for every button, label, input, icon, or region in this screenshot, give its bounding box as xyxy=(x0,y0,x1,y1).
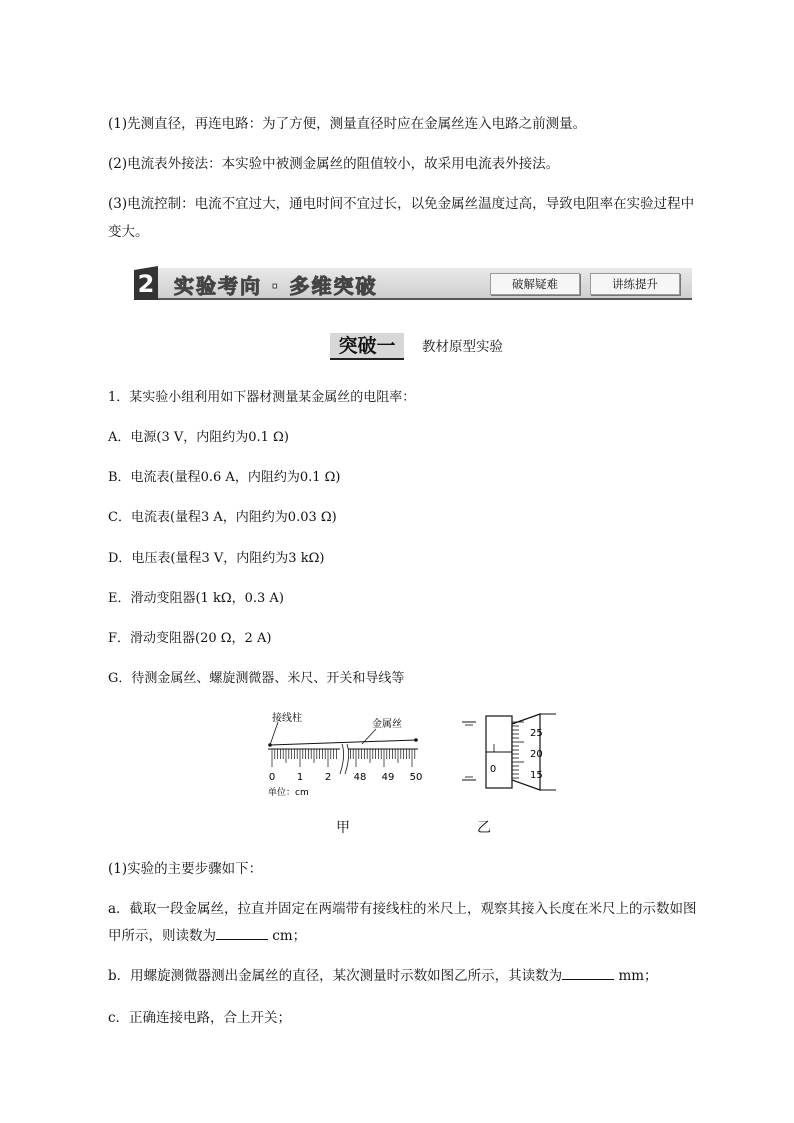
figure-yi-micrometer xyxy=(456,710,566,794)
svg-text:2: 2 xyxy=(324,772,332,783)
svg-text:48: 48 xyxy=(353,772,367,783)
option-d: D．电压表(量程3 V，内阻约为3 kΩ) xyxy=(108,551,325,566)
caption-yi: 乙 xyxy=(477,820,491,836)
answer-blank-length[interactable] xyxy=(216,927,268,940)
step-b: b．用螺旋测微器测出金属丝的直径，某次测量时示数如图乙所示，其读数为 mm； xyxy=(108,968,658,984)
option-e: E．滑动变阻器(1 kΩ，0.3 A) xyxy=(108,591,284,606)
option-c: C．电流表(量程3 A，内阻约为0.03 Ω) xyxy=(108,510,337,525)
figure-jia-ruler xyxy=(262,708,432,800)
question-stem: 1．某实验小组利用如下器材测量某金属丝的电阻率： xyxy=(108,390,416,405)
steps-intro: (1)实验的主要步骤如下： xyxy=(108,861,263,877)
step-a-line2: 甲所示，则读数为 cm； xyxy=(108,928,307,944)
option-b: B．电流表(量程0.6 A，内阻约为0.1 Ω) xyxy=(108,470,341,485)
svg-text:25: 25 xyxy=(530,728,543,739)
note-1: (1)先测直径，再连电路：为了方便，测量直径时应在金属丝连入电路之前测量。 xyxy=(108,116,587,132)
svg-text:20: 20 xyxy=(530,749,543,760)
option-g: G．待测金属丝、螺旋测微器、米尺、开关和导线等 xyxy=(108,671,405,686)
button-讲练提升[interactable]: 讲练提升 xyxy=(590,273,680,295)
note-3-line2: 变大。 xyxy=(108,224,149,240)
step-a-line1: a．截取一段金属丝，拉直并固定在两端带有接线柱的米尺上，观察其接入长度在米尺上的示数如图 xyxy=(108,901,697,917)
caption-jia: 甲 xyxy=(336,820,350,836)
note-3-line1: (3)电流控制：电流不宜过大，通电时间不宜过长，以免金属丝温度过高，导致电阻率在实验过程中 xyxy=(108,196,695,212)
note-2: (2)电流表外接法：本实验中被测金属丝的阻值较小，故采用电流表外接法。 xyxy=(108,156,560,172)
svg-text:1: 1 xyxy=(296,772,304,783)
option-a: A．电源(3 V，内阻约为0.1 Ω) xyxy=(108,430,289,445)
banner-title: 实验考向 · 多维突破 xyxy=(174,274,378,298)
step-c: c．正确连接电路，合上开关； xyxy=(108,1010,292,1026)
svg-text:50: 50 xyxy=(409,772,423,783)
section-subtitle: 教材原型实验 xyxy=(422,339,503,355)
button-破解疑难[interactable]: 破解疑难 xyxy=(490,273,580,295)
svg-text:2: 2 xyxy=(137,270,155,298)
banner-number-icon xyxy=(132,266,162,300)
svg-text:0: 0 xyxy=(489,764,497,775)
svg-text:49: 49 xyxy=(381,772,395,783)
label-metal-wire: 金属丝 xyxy=(372,719,402,730)
section-banner xyxy=(132,266,692,300)
option-f: F．滑动变阻器(20 Ω，2 A) xyxy=(108,631,272,646)
svg-text:15: 15 xyxy=(530,770,543,781)
label-binding-post: 接线柱 xyxy=(272,713,302,724)
svg-text:0: 0 xyxy=(268,772,276,783)
ruler-unit: 单位：cm xyxy=(268,788,309,798)
section-tag: 突破一 xyxy=(330,333,404,360)
answer-blank-diameter[interactable] xyxy=(562,967,614,980)
